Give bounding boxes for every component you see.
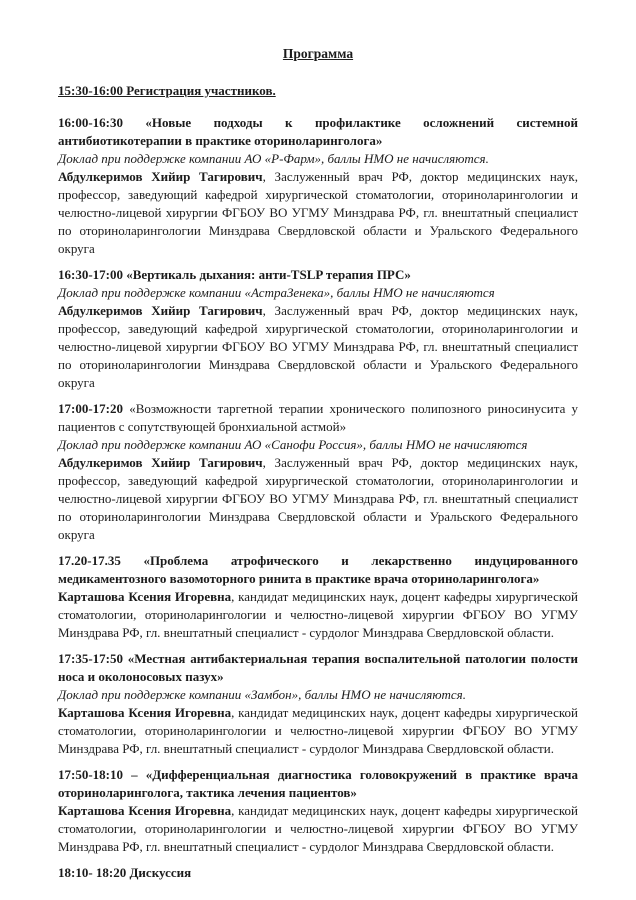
session-heading bbox=[58, 766, 578, 802]
session-time: 16:00-16:30 bbox=[58, 115, 123, 130]
session-title: «Возможности таргетной терапии хронического полипозного риносинусита у пациентов с сопутствующей бронхиальной астмой» bbox=[58, 401, 579, 434]
speaker-paragraph bbox=[58, 704, 578, 758]
session-heading bbox=[58, 650, 578, 686]
session-time: 17.20-17.35 bbox=[58, 553, 121, 568]
speaker-credentials: , кандидат медицинских наук, доцент кафедры хирургической стоматологии, оториноларингологии и челюстно-лицевой хирургии ФГБОУ ВО УГМУ Минздрава РФ, гл. внештатный специалист - сурдолог Минздрава Свердловской области. bbox=[58, 705, 579, 756]
speaker-name: Карташова Ксения Игоревна bbox=[58, 705, 232, 720]
session-time: 17:35-17:50 bbox=[58, 651, 123, 666]
speaker-credentials: , кандидат медицинских наук, доцент кафедры хирургической стоматологии, оториноларингологии и челюстно-лицевой хирургии ФГБОУ ВО УГМУ Минздрава РФ, гл. внештатный специалист - сурдолог Минздрава Свердловской области. bbox=[58, 803, 579, 854]
session-title: «Дифференциальная диагностика головокружений в практике врача оториноларинголога, тактика лечения пациентов» bbox=[58, 767, 578, 800]
speaker-paragraph bbox=[58, 802, 578, 856]
speaker-name: Абдулкеримов Хийир Тагирович bbox=[58, 169, 263, 184]
session-block bbox=[58, 114, 578, 258]
session-block bbox=[58, 552, 578, 642]
session-heading bbox=[58, 266, 578, 284]
speaker-name: Карташова Ксения Игоревна bbox=[58, 589, 232, 604]
session-title: «Вертикаль дыхания: анти-TSLP терапия ПРС» bbox=[126, 267, 411, 282]
session-block bbox=[58, 400, 578, 544]
page-title: Программа bbox=[282, 46, 354, 61]
session-block bbox=[58, 766, 578, 856]
speaker-paragraph bbox=[58, 454, 578, 544]
sponsor-note: Доклад при поддержке компании «Замбон», баллы НМО не начисляются. bbox=[58, 687, 466, 702]
speaker-paragraph bbox=[58, 168, 578, 258]
session-block bbox=[58, 266, 578, 392]
speaker-credentials: , Заслуженный врач РФ, доктор медицинских наук, профессор, заведующий кафедрой хирургической стоматологии, оториноларингологии и челюстно-лицевой хирургии ФГБОУ ВО УГМУ Минздрава РФ, гл. внештатный специалист по оториноларингологии Минздрава Свердловской области и Уральского Федерального округа bbox=[58, 169, 578, 256]
session-time: 17:00-17:20 bbox=[58, 401, 123, 416]
session-title: «Новые подходы к профилактике осложнений системной антибиотикотерапии в практике оториноларинголога» bbox=[58, 115, 578, 148]
sponsor-note: Доклад при поддержке компании «АстраЗенека», баллы НМО не начисляются bbox=[58, 285, 495, 300]
registration-line: 15:30-16:00 Регистрация участников. bbox=[58, 83, 276, 98]
discussion-line: 18:10- 18:20 Дискуссия bbox=[58, 865, 192, 880]
sponsor-note: Доклад при поддержке компании АО «Санофи Россия», баллы НМО не начисляются bbox=[58, 437, 528, 452]
sponsor-note: Доклад при поддержке компании АО «Р-Фарм», баллы НМО не начисляются. bbox=[58, 151, 489, 166]
speaker-paragraph bbox=[58, 588, 578, 642]
session-heading bbox=[58, 552, 578, 588]
speaker-credentials: , Заслуженный врач РФ, доктор медицинских наук, профессор, заведующий кафедрой хирургической стоматологии, оториноларингологии и челюстно-лицевой хирургии ФГБОУ ВО УГМУ Минздрава РФ, гл. внештатный специалист по оториноларингологии Минздрава Свердловской области и Уральского Федерального округа bbox=[58, 455, 578, 542]
speaker-name: Абдулкеримов Хийир Тагирович bbox=[58, 303, 263, 318]
speaker-name: Карташова Ксения Игоревна bbox=[58, 803, 232, 818]
speaker-credentials: , Заслуженный врач РФ, доктор медицинских наук, профессор, заведующий кафедрой хирургической стоматологии, оториноларингологии и челюстно-лицевой хирургии ФГБОУ ВО УГМУ Минздрава РФ, гл. внештатный специалист по оториноларингологии Минздрава Свердловской области и Уральского Федерального округа bbox=[58, 303, 578, 390]
sessions-list bbox=[58, 114, 578, 856]
session-time: 16:30-17:00 bbox=[58, 267, 123, 282]
session-heading bbox=[58, 400, 578, 436]
speaker-credentials: , кандидат медицинских наук, доцент кафедры хирургической стоматологии, оториноларингологии и челюстно-лицевой хирургии ФГБОУ ВО УГМУ Минздрава РФ, гл. внештатный специалист - сурдолог Минздрава Свердловской области. bbox=[58, 589, 579, 640]
session-time: 17:50-18:10 – bbox=[58, 767, 138, 782]
session-heading bbox=[58, 114, 578, 150]
session-title: «Местная антибактериальная терапия воспалительной патологии полости носа и околоносовых пазух» bbox=[58, 651, 578, 684]
session-title: «Проблема атрофического и лекарственно индуцированного медикаментозного вазомоторного ринита в практике врача оториноларинголога» bbox=[58, 553, 579, 586]
speaker-paragraph bbox=[58, 302, 578, 392]
speaker-name: Абдулкеримов Хийир Тагирович bbox=[58, 455, 263, 470]
session-block bbox=[58, 650, 578, 758]
